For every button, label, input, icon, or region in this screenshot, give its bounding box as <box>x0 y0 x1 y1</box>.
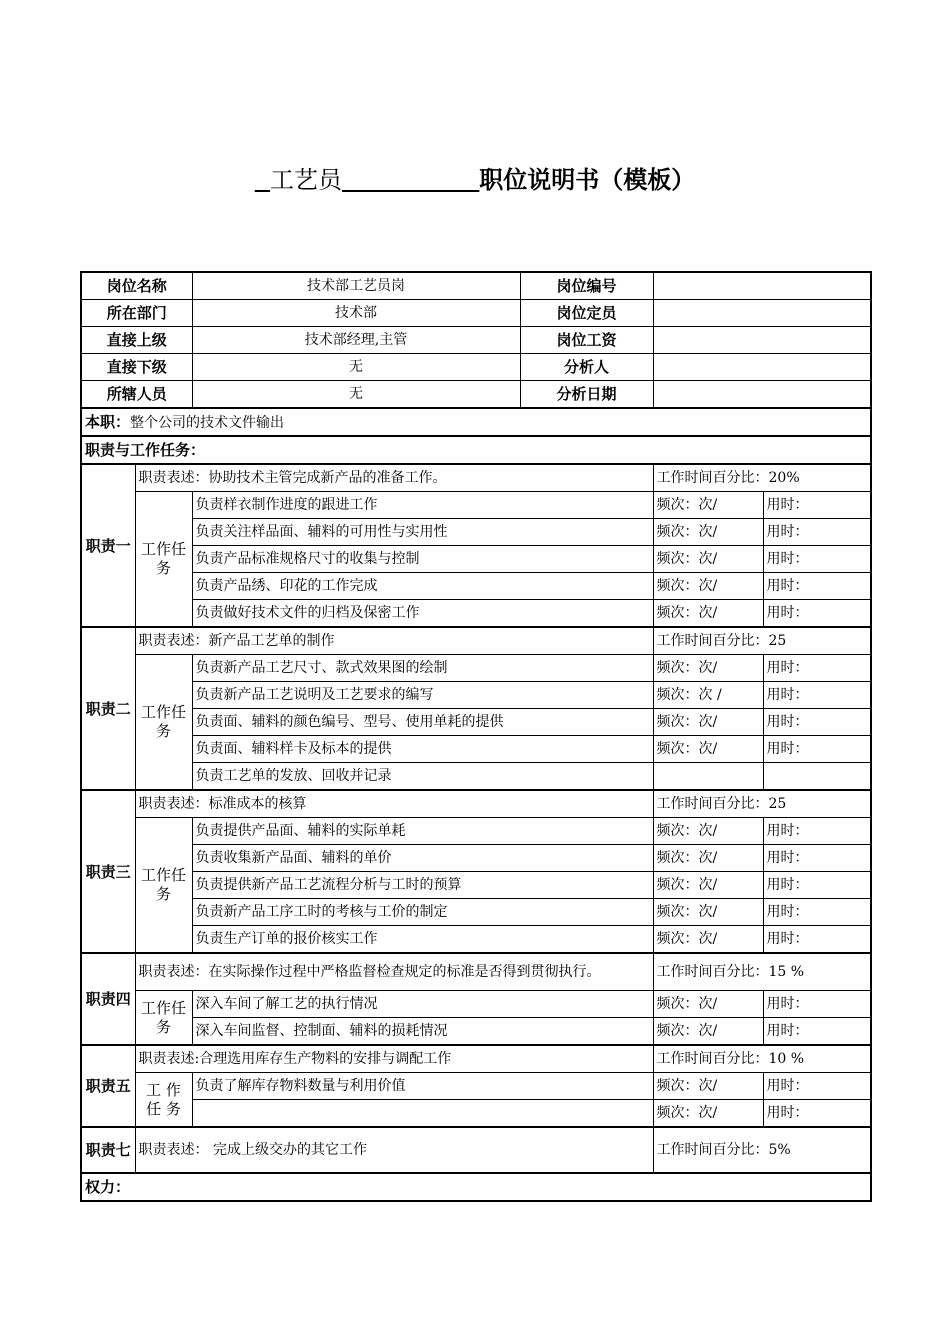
task-row <box>81 736 871 763</box>
task-row <box>81 682 871 709</box>
task-frequency: 频次：次/ <box>653 546 763 573</box>
task-text: 负责新产品工艺说明及工艺要求的编写 <box>192 682 653 709</box>
task-row <box>81 872 871 899</box>
task-text: 负责生产订单的报价核实工作 <box>192 926 653 954</box>
task-frequency: 频次：次/ <box>653 600 763 628</box>
position-name-underlined <box>255 166 480 194</box>
info-label: 岗位编号 <box>520 272 653 300</box>
task-text: 负责面、辅料的颜色编号、型号、使用单耗的提供 <box>192 709 653 736</box>
duty-percent: 工作时间百分比：15 % <box>653 953 871 991</box>
info-label: 所辖人员 <box>81 381 192 409</box>
info-label: 所在部门 <box>81 300 192 327</box>
duty-percent: 工作时间百分比：5% <box>653 1127 871 1173</box>
basic-duty-cell <box>81 408 871 436</box>
duty-statement-row <box>81 953 871 991</box>
info-value <box>653 272 871 300</box>
task-label: 工作任务 <box>135 818 192 954</box>
info-row <box>81 354 871 381</box>
task-time: 用时： <box>763 519 871 546</box>
info-row <box>81 272 871 300</box>
duty-statement: 职责表述： 完成上级交办的其它工作 <box>135 1127 653 1173</box>
task-label: 工作任务 <box>135 492 192 628</box>
duty-statement: 职责表述：在实际操作过程中严格监督检查规定的标准是否得到贯彻执行。 <box>135 953 653 991</box>
task-time: 用时： <box>763 872 871 899</box>
task-text: 深入车间监督、控制面、辅料的损耗情况 <box>192 1018 653 1046</box>
duty-statement-row <box>81 1045 871 1073</box>
task-frequency: 频次：次/ <box>653 1018 763 1046</box>
task-time: 用时： <box>763 682 871 709</box>
task-row <box>81 991 871 1018</box>
task-label: 工作任务 <box>135 655 192 791</box>
task-row <box>81 600 871 628</box>
duties-header-row <box>81 436 871 464</box>
duty-statement-row <box>81 790 871 818</box>
task-text: 负责新产品工艺尺寸、款式效果图的绘制 <box>192 655 653 682</box>
task-text: 负责产品标准规格尺寸的收集与控制 <box>192 546 653 573</box>
task-text: 负责工艺单的发放、回收并记录 <box>192 763 653 791</box>
task-time: 用时： <box>763 736 871 763</box>
position-name: 工艺员 <box>269 166 342 194</box>
job-description-table <box>80 271 872 1202</box>
info-label: 直接上级 <box>81 327 192 354</box>
info-label: 岗位名称 <box>81 272 192 300</box>
task-row <box>81 763 871 791</box>
task-frequency: 频次：次/ <box>653 991 763 1018</box>
task-time: 用时： <box>763 991 871 1018</box>
task-row <box>81 1100 871 1128</box>
task-row <box>81 818 871 845</box>
task-row <box>81 492 871 519</box>
info-label: 岗位工资 <box>520 327 653 354</box>
duty-statement: 职责表述:合理选用库存生产物料的安排与调配工作 <box>135 1045 653 1073</box>
info-row <box>81 300 871 327</box>
task-frequency: 频次：次/ <box>653 709 763 736</box>
task-time: 用时： <box>763 1100 871 1128</box>
info-value <box>653 354 871 381</box>
task-text: 负责面、辅料样卡及标本的提供 <box>192 736 653 763</box>
task-row <box>81 926 871 954</box>
duty-percent: 工作时间百分比：25 <box>653 627 871 655</box>
task-time: 用时： <box>763 899 871 926</box>
duty-label: 职责一 <box>81 464 135 627</box>
task-row <box>81 519 871 546</box>
document-title <box>0 160 950 195</box>
task-label: 工作任务 <box>135 991 192 1046</box>
task-time: 用时： <box>763 845 871 872</box>
task-text: 负责提供产品面、辅料的实际单耗 <box>192 818 653 845</box>
task-frequency: 频次：次/ <box>653 519 763 546</box>
info-value <box>653 327 871 354</box>
duty-percent: 工作时间百分比：25 <box>653 790 871 818</box>
duty-label: 职责三 <box>81 790 135 953</box>
duty-label: 职责七 <box>81 1127 135 1173</box>
info-label: 分析人 <box>520 354 653 381</box>
task-text: 负责新产品工序工时的考核与工价的制定 <box>192 899 653 926</box>
info-value <box>653 381 871 409</box>
task-row <box>81 899 871 926</box>
duty-label: 职责五 <box>81 1045 135 1127</box>
task-frequency <box>653 763 763 791</box>
duty-statement: 职责表述：标准成本的核算 <box>135 790 653 818</box>
task-frequency: 频次：次/ <box>653 1100 763 1128</box>
task-time: 用时： <box>763 926 871 954</box>
task-time: 用时： <box>763 492 871 519</box>
task-frequency: 频次：次/ <box>653 872 763 899</box>
info-value: 技术部经理,主管 <box>192 327 520 354</box>
info-row <box>81 327 871 354</box>
task-row <box>81 845 871 872</box>
duty-statement: 职责表述：新产品工艺单的制作 <box>135 627 653 655</box>
title-suffix: 职位说明书（模板） <box>479 166 696 194</box>
task-row <box>81 1018 871 1046</box>
info-row <box>81 381 871 409</box>
basic-duty-row <box>81 408 871 436</box>
task-time: 用时： <box>763 1073 871 1100</box>
duties-header: 职责与工作任务： <box>81 436 871 464</box>
task-time: 用时： <box>763 600 871 628</box>
task-frequency: 频次：次/ <box>653 492 763 519</box>
task-frequency: 频次：次/ <box>653 926 763 954</box>
task-time <box>763 763 871 791</box>
authority-label: 权力： <box>81 1173 871 1201</box>
task-frequency: 频次：次/ <box>653 899 763 926</box>
info-value: 技术部 <box>192 300 520 327</box>
duty-label: 职责四 <box>81 953 135 1045</box>
task-row <box>81 655 871 682</box>
duty-percent: 工作时间百分比：20% <box>653 464 871 492</box>
task-frequency: 频次：次 / <box>653 682 763 709</box>
task-time: 用时： <box>763 573 871 600</box>
info-label: 直接下级 <box>81 354 192 381</box>
info-label: 分析日期 <box>520 381 653 409</box>
task-text: 负责产品绣、印花的工作完成 <box>192 573 653 600</box>
basic-duty-text: 整个公司的技术文件输出 <box>130 414 285 431</box>
duty-statement-row <box>81 464 871 492</box>
info-value <box>653 300 871 327</box>
task-frequency: 频次：次/ <box>653 573 763 600</box>
duty-label: 职责二 <box>81 627 135 790</box>
task-text: 负责提供新产品工艺流程分析与工时的预算 <box>192 872 653 899</box>
task-frequency: 频次：次/ <box>653 845 763 872</box>
task-row <box>81 546 871 573</box>
basic-duty-label: 本职： <box>85 412 131 431</box>
task-text: 深入车间了解工艺的执行情况 <box>192 991 653 1018</box>
info-value: 无 <box>192 381 520 409</box>
task-time: 用时： <box>763 818 871 845</box>
task-label: 工 作 任 务 <box>135 1073 192 1128</box>
task-frequency: 频次：次/ <box>653 655 763 682</box>
duty-statement: 职责表述：协助技术主管完成新产品的准备工作。 <box>135 464 653 492</box>
info-value: 技术部工艺员岗 <box>192 272 520 300</box>
task-text: 负责了解库存物料数量与利用价值 <box>192 1073 653 1100</box>
task-text: 负责样衣制作进度的跟进工作 <box>192 492 653 519</box>
task-time: 用时： <box>763 546 871 573</box>
task-frequency: 频次：次/ <box>653 818 763 845</box>
task-frequency: 频次：次/ <box>653 1073 763 1100</box>
task-row <box>81 1073 871 1100</box>
info-label: 岗位定员 <box>520 300 653 327</box>
task-text: 负责收集新产品面、辅料的单价 <box>192 845 653 872</box>
task-row <box>81 573 871 600</box>
task-text <box>192 1100 653 1128</box>
info-value: 无 <box>192 354 520 381</box>
duty-statement-row <box>81 1127 871 1173</box>
duty-percent: 工作时间百分比：10 % <box>653 1045 871 1073</box>
authority-row <box>81 1173 871 1201</box>
task-time: 用时： <box>763 1018 871 1046</box>
duty-statement-row <box>81 627 871 655</box>
task-time: 用时： <box>763 655 871 682</box>
task-text: 负责做好技术文件的归档及保密工作 <box>192 600 653 628</box>
task-row <box>81 709 871 736</box>
task-frequency: 频次：次/ <box>653 736 763 763</box>
task-time: 用时： <box>763 709 871 736</box>
task-text: 负责关注样品面、辅料的可用性与实用性 <box>192 519 653 546</box>
